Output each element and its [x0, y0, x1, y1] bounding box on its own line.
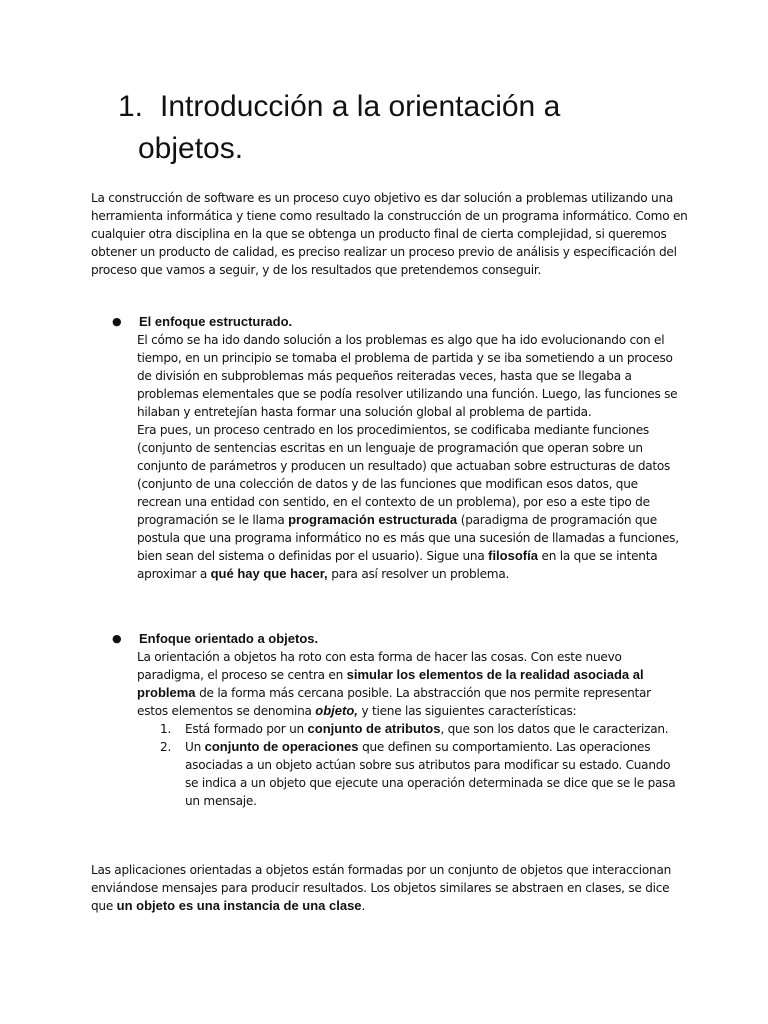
- bullet-icon: ●: [112, 632, 122, 645]
- text-run: que definen su comportamiento. Las operaciones asociadas a un objeto actúan sobre sus atributos para modificar su estado. Cuando se indica a un objeto que ejecute una operación determinada se dice que se le pasa un mensaje.: [185, 740, 676, 808]
- section-body: [137, 648, 682, 810]
- text-run: en la que se intenta aproximar a: [137, 549, 658, 581]
- characteristics-list: [137, 720, 682, 810]
- section-structured-approach: [112, 313, 682, 583]
- section-object-oriented-approach: [112, 630, 682, 810]
- text-run: , que son los datos que le caracterizan.: [440, 722, 669, 736]
- text-run: Era pues, un proceso centrado en los procedimientos, se codificaba mediante funciones (conjunto de sentencias escritas en un lenguaje de programación que operan sobre un conjunto de parámetros y producen un resultado) que actuaban sobre estructuras de datos (conjunto de una colección de datos y de las funciones que modifican esos datos, que recrean una entidad con sentido, en el contexto de un problema), por eso a este tipo de programación se le llama: [137, 423, 671, 527]
- text-run: .: [361, 899, 366, 913]
- bold-term: programación estructurada: [288, 512, 458, 527]
- section-body: [137, 331, 682, 583]
- section-paragraph: [137, 648, 682, 720]
- bold-term: filosofía: [488, 548, 538, 563]
- section-title: El enfoque estructurado.: [139, 314, 293, 329]
- list-item-number: 2.: [160, 740, 172, 754]
- chapter-title-line-1: Introducción a la orientación a: [160, 90, 561, 123]
- list-item: [137, 720, 682, 738]
- text-run: Las aplicaciones orientadas a objetos están formadas por un conjunto de objetos que interaccionan enviándose mensajes para producir resultados. Los objetos similares se abstraen en clases, se dice que: [91, 863, 672, 913]
- chapter-number: 1.: [118, 90, 144, 123]
- closing-paragraph: [91, 861, 691, 915]
- text-run: y tiene las siguientes características:: [357, 704, 577, 718]
- list-item-number: 1.: [160, 722, 172, 736]
- chapter-title-line-2: objetos.: [138, 132, 244, 165]
- intro-paragraph: La construcción de software es un proceso cuyo objetivo es dar solución a problemas utilizando una herramienta informática y tiene como resultado la construcción de un programa informático. Como en cualquier otra disciplina en la que se obtenga un producto final de cierta complejidad, si queremos obtener un producto de calidad, es preciso realizar un proceso previo de análisis y especificación del proceso que vamos a seguir, y de los resultados que pretendemos conseguir.: [91, 191, 688, 277]
- bold-italic-term: objeto,: [315, 703, 358, 718]
- text-run: (paradigma de programación que postula que una programa informático no es más que una sucesión de llamadas a funciones, bien sean del sistema o definidas por el usuario). Sigue una: [137, 513, 679, 563]
- section-paragraph: [137, 421, 682, 583]
- bold-term: qué hay que hacer,: [210, 566, 328, 581]
- text-run: de la forma más cercana posible. La abstracción que nos permite representar estos elementos se denomina: [137, 686, 651, 718]
- bold-term: conjunto de atributos: [307, 721, 441, 736]
- list-item: [137, 738, 682, 810]
- bullet-icon: ●: [112, 315, 122, 328]
- section-title: Enfoque orientado a objetos.: [139, 631, 319, 646]
- section-paragraph: El cómo se ha ido dando solución a los problemas es algo que ha ido evolucionando con el tiempo, en un principio se tomaba el problema de partida y se iba sometiendo a un proceso de división en subproblemas más pequeños reiteradas veces, hasta que se llegaba a problemas elementales que se podía resolver utilizando una función. Luego, las funciones se hilaban y entretejían hasta formar una solución global al problema de partida.: [137, 333, 678, 419]
- text-run: Está formado por un: [185, 722, 308, 736]
- bold-term: conjunto de operaciones: [204, 739, 359, 754]
- text-run: Un: [185, 740, 205, 754]
- chapter-heading: [118, 86, 678, 170]
- bold-term: simular los elementos de la realidad asociada al problema: [137, 667, 644, 700]
- bold-term: un objeto es una instancia de una clase: [116, 898, 362, 913]
- text-run: para así resolver un problema.: [327, 567, 510, 581]
- text-run: La orientación a objetos ha roto con esta forma de hacer las cosas. Con este nuevo paradigma, el proceso se centra en: [137, 650, 622, 682]
